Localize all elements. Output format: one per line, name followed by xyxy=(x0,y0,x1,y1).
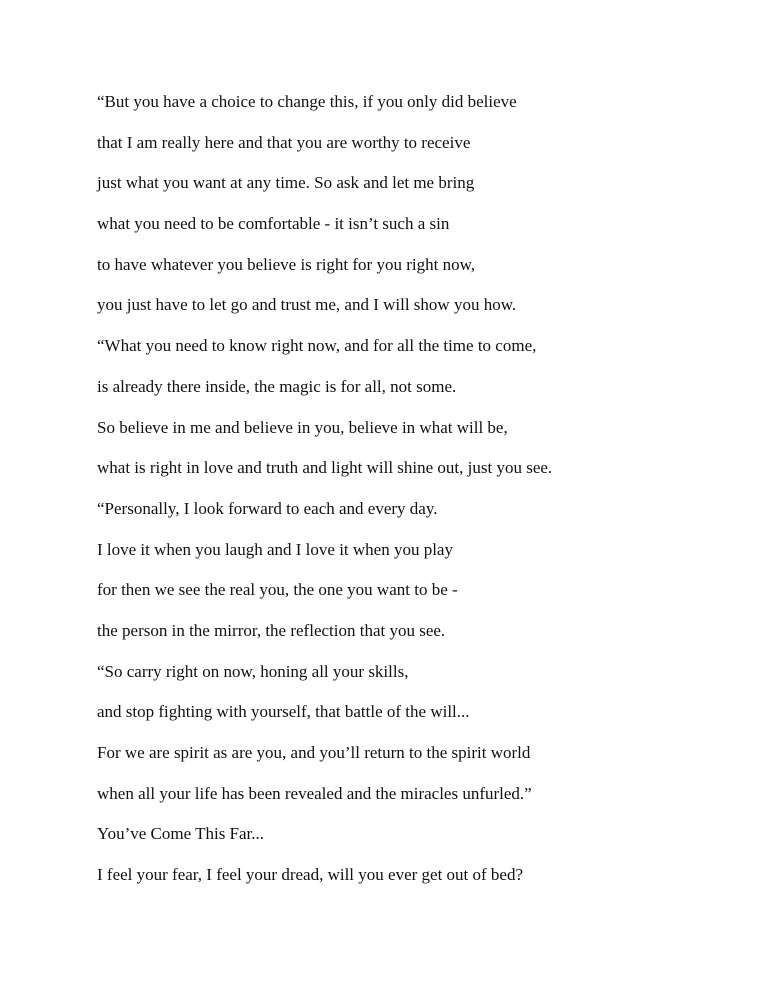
poem-line: is already there inside, the magic is for all, not some. xyxy=(97,376,457,396)
poem-line: what is right in love and truth and light will shine out, just you see. xyxy=(97,458,553,478)
poem-line: to have whatever you believe is right for you right now, xyxy=(97,254,475,274)
poem-line: I feel your fear, I feel your dread, will you ever get out of bed? xyxy=(97,865,524,885)
section-title: You’ve Come This Far... xyxy=(97,824,265,844)
poem-line: “Personally, I look forward to each and every day. xyxy=(97,498,438,518)
poem-line: “But you have a choice to change this, if you only did believe xyxy=(97,92,517,111)
poem-line: “What you need to know right now, and for all the time to come, xyxy=(97,336,537,356)
poem-line: for then we see the real you, the one you want to be - xyxy=(97,580,458,600)
poem-line: that I am really here and that you are worthy to receive xyxy=(97,132,471,152)
poem-text xyxy=(97,88,737,902)
poem-line: when all your life has been revealed and the miracles unfurled.” xyxy=(97,783,532,803)
poem-line: I love it when you laugh and I love it when you play xyxy=(97,539,453,559)
poem-line: and stop fighting with yourself, that battle of the will... xyxy=(97,702,470,722)
poem-line: just what you want at any time. So ask and let me bring xyxy=(97,173,475,193)
poem-line: “So carry right on now, honing all your skills, xyxy=(97,661,409,681)
poem-line: So believe in me and believe in you, believe in what will be, xyxy=(97,417,508,437)
poem-line: For we are spirit as are you, and you’ll return to the spirit world xyxy=(97,743,531,762)
poem-line: the person in the mirror, the reflection that you see. xyxy=(97,620,446,640)
poem-line: you just have to let go and trust me, and I will show you how. xyxy=(97,295,517,315)
poem-line: what you need to be comfortable - it isn’t such a sin xyxy=(97,214,450,234)
